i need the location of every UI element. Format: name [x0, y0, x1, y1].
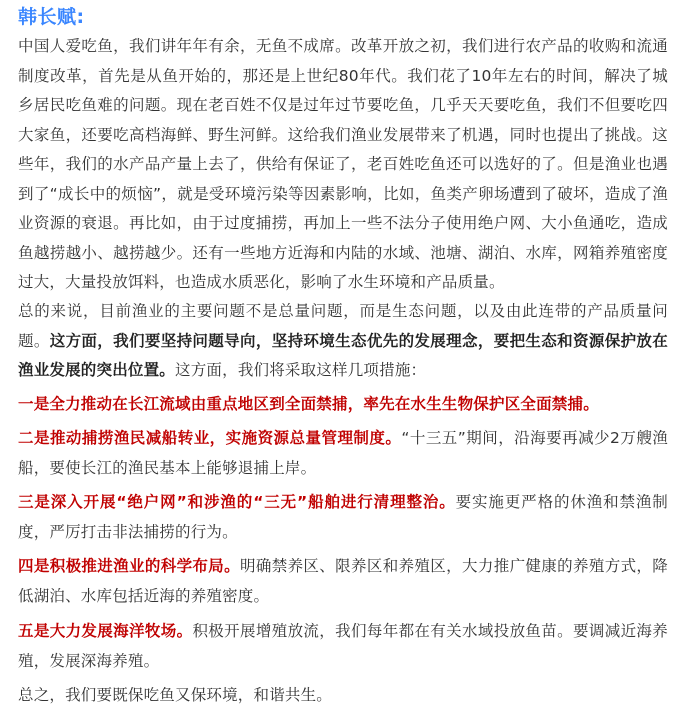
measure-5-heading: 五是大力发展海洋牧场。	[18, 622, 193, 640]
measure-3-heading: 三是深入开展“绝户网”和涉渔的“三无”船舶进行清理整治。	[18, 493, 456, 511]
measure-2	[18, 424, 668, 483]
measure-3-body: 要实施更严格的休渔和禁渔制度，严厉打击非法捕捞的行为。	[18, 493, 668, 541]
measure-2-heading: 二是推动捕捞渔民减船转业，实施资源总量管理制度。	[18, 429, 402, 447]
measure-4-heading: 四是积极推进渔业的科学布局。	[18, 557, 240, 575]
measure-5-body: 积极开展增殖放流，我们每年都在有关水域投放鱼苗。要调减近海养殖，发展深海养殖。	[18, 622, 668, 670]
conclusion: 总之，我们要既保吃鱼又保环境，和谐共生。	[18, 686, 333, 704]
measure-2-body: “十三五”期间，沿海要再减少2万艘渔船，要使长江的渔民基本上能够退捕上岸。	[18, 429, 668, 477]
measure-1	[18, 390, 668, 420]
measure-4-body: 明确禁养区、限养区和养殖区，大力推广健康的养殖方式，降低湖泊、水库包括近海的养殖密度。	[18, 557, 668, 605]
paragraph-ecology-plain-end: 这方面，我们将采取这样几项措施：	[175, 361, 427, 379]
measure-3	[18, 488, 668, 547]
paragraph-ecology-plain-start: 总的来说，目前渔业的主要问题不是总量问题，而是生态问题，以及由此连带的产品质量问题。	[18, 302, 668, 350]
paragraph-ecology-bold: 这方面，我们要坚持问题导向，坚持环境生态优先的发展理念，要把生态和资源保护放在渔业发展的突出位置。	[18, 331, 668, 379]
measure-5	[18, 617, 668, 676]
measure-4	[18, 552, 668, 611]
speaker-name: 韩长赋:	[18, 6, 85, 28]
measure-1-heading: 一是全力推动在长江流域由重点地区到全面禁捕，率先在水生生物保护区全面禁捕。	[18, 395, 599, 413]
paragraph-ecology-problem	[18, 297, 668, 386]
paragraph-fish-history: 中国人爱吃鱼，我们讲年年有余，无鱼不成席。改革开放之初，我们进行农产品的收购和流通制度改革，首先是从鱼开始的，那还是上世纪80年代。我们花了10年左右的时间，解决了城乡居民吃鱼难的问题。现在老百姓不仅是过年过节要吃鱼，几乎天天要吃鱼，我们不但要吃四大家鱼，还要吃高档海鲜、野生河鲜。这给我们渔业发展带来了机遇，同时也提出了挑战。这些年，我们的水产品产量上去了，供给有保证了，老百姓吃鱼还可以选好的了。但是渔业也遇到了“成长中的烦恼”，就是受环境污染等因素影响，比如，鱼类产卵场遭到了破坏，造成了渔业资源的衰退。再比如，由于过度捕捞，再加上一些不法分子使用绝户网、大小鱼通吃，造成鱼越捞越小、越捞越少。还有一些地方近海和内陆的水域、池塘、湖泊、水库，网箱养殖密度过大，大量投放饵料，也造成水质恶化，影响了水生环境和产品质量。	[18, 37, 668, 291]
